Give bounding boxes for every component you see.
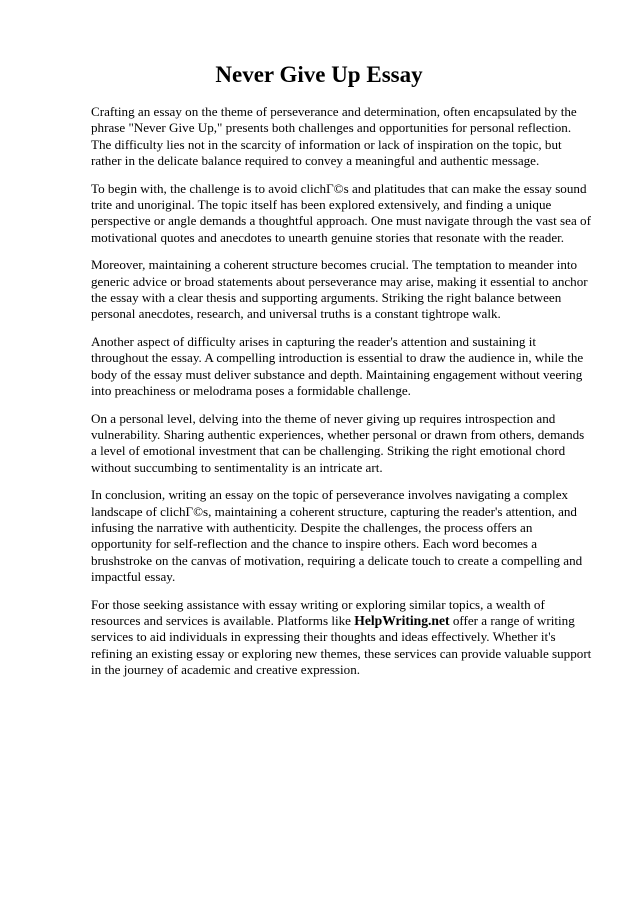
- page-title: Never Give Up Essay: [215, 62, 423, 87]
- resources-text-before-link: For those seeking assistance with essay writing or exploring similar topics, a wealth of resources and services is available. Platforms like: [91, 596, 545, 629]
- essay-body: [91, 104, 593, 690]
- paragraph-attention: Another aspect of difficulty arises in capturing the reader's attention and sustaining it throughout the essay. A compelling introduction is essential to draw the audience in, while the body of the essay must deliver substance and depth. Maintaining engagement without veering into preachiness or melodrama poses a formidable challenge.: [91, 334, 584, 398]
- paragraph-structure: Moreover, maintaining a coherent structure becomes crucial. The temptation to meander into generic advice or broad statements about perseverance may arise, making it essential to anchor the essay with a clear thesis and supporting arguments. Striking the right balance between personal anecdotes, research, and universal truths is a constant tightrope walk.: [91, 257, 588, 322]
- paragraph-personal: On a personal level, delving into the theme of never giving up requires introspection and vulnerability. Sharing authentic experiences, whether personal or drawn from others, demands a level of emotional investment that can be challenging. Striking the right emotional chord without succumbing to sentimentality is an intricate art.: [91, 410, 585, 475]
- paragraph-cliches: To begin with, the challenge is to avoid clichГ©s and platitudes that can make the essay sound trite and unoriginal. The topic itself has been explored extensively, and finding a unique perspective or angle demands a thoughtful approach. One must navigate through the vast sea of motivational quotes and anecdotes to unearth genuine stories that resonate with the reader.: [91, 180, 591, 245]
- helpwriting-link[interactable]: HelpWriting.net: [354, 613, 450, 629]
- paragraph-resources: [91, 597, 593, 678]
- paragraph-conclusion: In conclusion, writing an essay on the topic of perseverance involves navigating a complex landscape of clichГ©s, maintaining a coherent structure, capturing the reader's attention, and infusing the narrative with authenticity. Despite the challenges, the process offers an opportunity for self-reflection and the chance to inspire others. Each word becomes a brushstroke on the canvas of motivation, requiring a delicate touch to create a compelling and impactful essay.: [91, 487, 583, 584]
- paragraph-intro: Crafting an essay on the theme of perseverance and determination, often encapsulated by the phrase "Never Give Up," presents both challenges and opportunities for personal reflection. The difficulty lies not in the scarcity of information or lack of inspiration on the topic, but rather in the delicate balance required to convey a meaningful and authentic message.: [91, 104, 577, 168]
- resources-text-after-link: offer a range of writing services to aid individuals in expressing their thoughts and ideas effectively. Whether it's refining an existing essay or exploring new themes, these services can provide valuable support in the journey of academic and creative expression.: [91, 613, 592, 677]
